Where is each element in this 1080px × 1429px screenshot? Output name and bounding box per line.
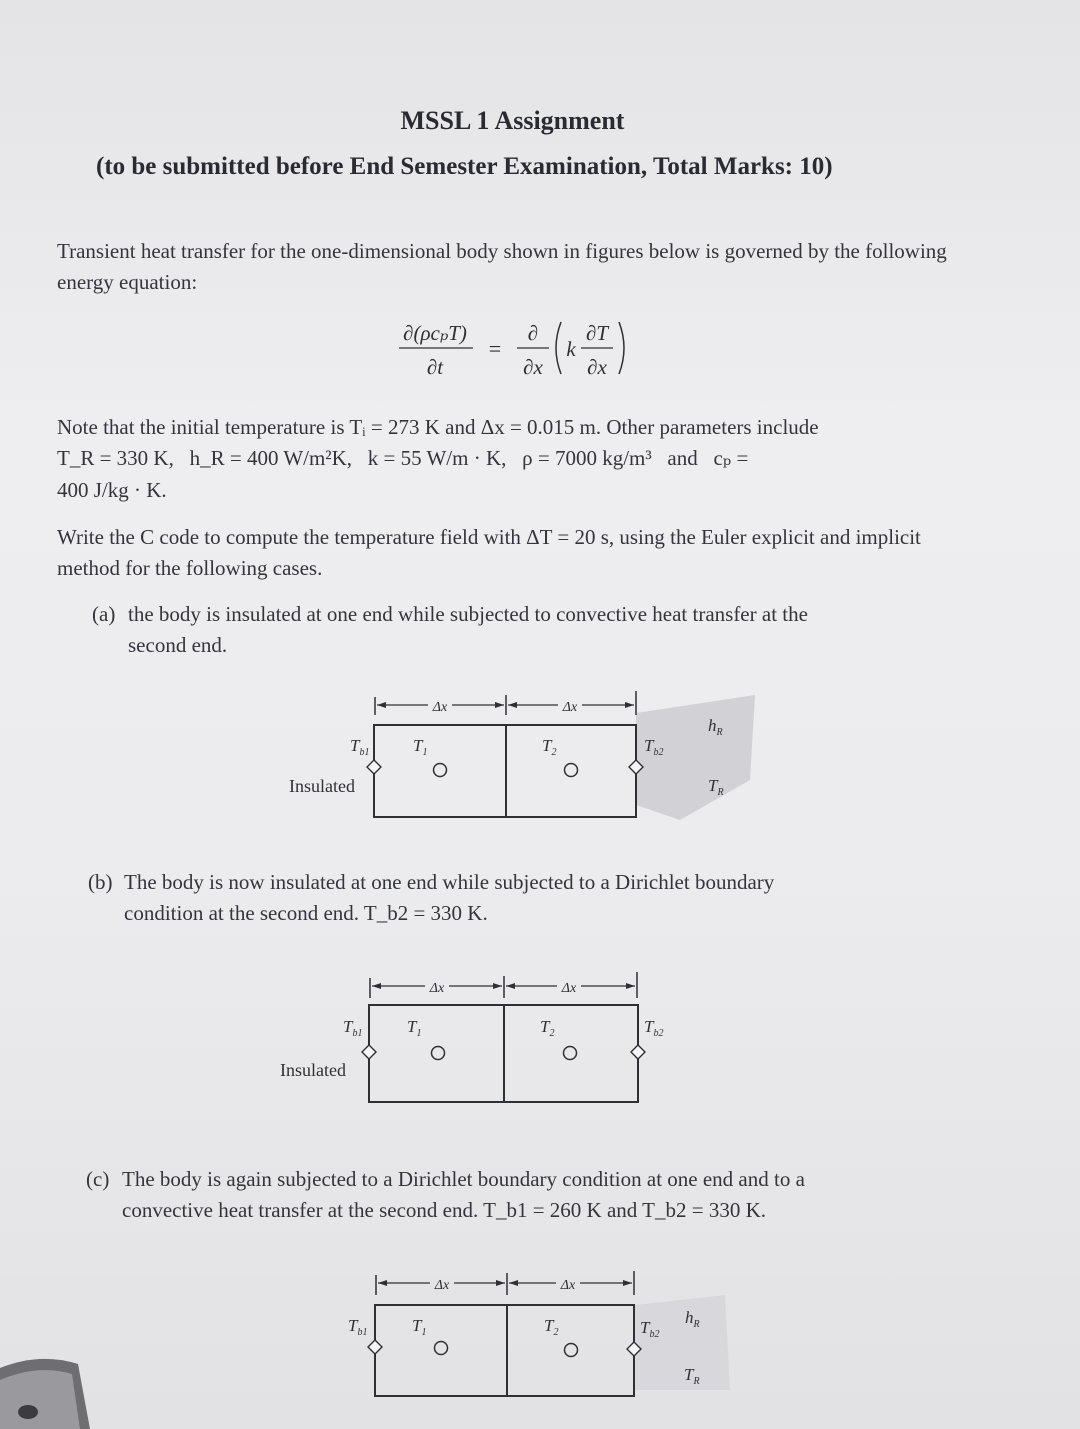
figure-c xyxy=(330,1265,740,1405)
dx-label: Δx xyxy=(432,700,448,715)
page-subtitle: (to be submitted before End Semester Examination, Total Marks: 10) xyxy=(96,153,833,180)
eq-lhs-denominator: ∂t xyxy=(426,355,444,379)
tb1-label: T xyxy=(343,1017,353,1036)
svg-text:T1 xyxy=(413,736,427,758)
tb1-label: T xyxy=(348,1316,358,1335)
params-line-2: T_R = 330 K, h_R = 400 W/m²K, k = 55 W/m · K, ρ = 7000 kg/m³ and cₚ = xyxy=(57,446,749,470)
eq-inner-denominator: ∂x xyxy=(587,355,607,379)
tb2-label: T xyxy=(644,1017,654,1036)
tr-subscript: R xyxy=(693,1376,700,1387)
node-2 xyxy=(564,1047,577,1060)
eq-conductivity: k xyxy=(566,337,576,361)
svg-text:T2 xyxy=(544,1316,558,1338)
eq-equals: = xyxy=(488,336,502,361)
dx-label: Δx xyxy=(429,981,445,996)
tb2-subscript: b2 xyxy=(653,1028,664,1039)
eq-rhs-op-denominator: ∂x xyxy=(523,355,543,379)
figure-a xyxy=(280,685,760,825)
svg-text:Tb1 xyxy=(350,736,369,758)
t1-subscript: 1 xyxy=(421,1327,427,1338)
tr-label: T xyxy=(708,776,718,795)
case-b-line-2: condition at the second end. T_b2 = 330 K. xyxy=(124,901,488,925)
case-b-line-1: The body is now insulated at one end while subjected to a Dirichlet boundary xyxy=(124,870,775,894)
hr-subscript: R xyxy=(693,1319,700,1330)
node-1 xyxy=(435,1342,448,1355)
boundary-node-b1 xyxy=(362,1045,376,1059)
t1-label: T xyxy=(413,736,423,755)
t2-subscript: 2 xyxy=(551,747,557,758)
tb2-label: T xyxy=(640,1318,650,1337)
energy-equation xyxy=(395,312,635,384)
params-line-1: Note that the initial temperature is Tᵢ = 273 K and Δx = 0.015 m. Other parameters include xyxy=(57,415,819,439)
hr-subscript: R xyxy=(716,727,723,738)
case-c-line-2: convective heat transfer at the second end. T_b1 = 260 K and T_b2 = 330 K. xyxy=(122,1198,766,1222)
case-a-label: (a) xyxy=(92,602,116,626)
figure-b xyxy=(275,968,695,1108)
node-1 xyxy=(434,764,447,777)
tb2-subscript: b2 xyxy=(653,747,664,758)
t2-label: T xyxy=(542,736,552,755)
convection-region xyxy=(635,1295,730,1390)
boundary-node-b2 xyxy=(631,1045,645,1059)
svg-text:T2 xyxy=(540,1017,554,1039)
boundary-node-b1 xyxy=(368,1340,382,1354)
t1-label: T xyxy=(407,1017,417,1036)
insulated-label: Insulated xyxy=(289,776,355,796)
tr-subscript: R xyxy=(717,787,724,798)
case-a-line-2: second end. xyxy=(128,633,228,657)
case-b-label: (b) xyxy=(88,870,113,894)
case-c-label: (c) xyxy=(86,1167,110,1191)
tb1-label: T xyxy=(350,736,360,755)
task-paragraph: Write the C code to compute the temperature field with ΔT = 20 s, using the Euler explicit and implicit method for the following cases. xyxy=(57,525,921,580)
svg-text:T1 xyxy=(412,1316,426,1338)
t2-label: T xyxy=(540,1017,550,1036)
tb1-subscript: b1 xyxy=(357,1327,368,1338)
dx-label: Δx xyxy=(561,981,577,996)
case-c-line-1: The body is again subjected to a Dirichlet boundary condition at one end and to a xyxy=(122,1167,805,1191)
eq-inner-numerator: ∂T xyxy=(585,321,609,345)
t2-subscript: 2 xyxy=(549,1028,555,1039)
svg-text:T1 xyxy=(407,1017,421,1039)
hr-label: h xyxy=(685,1308,694,1327)
svg-text:Tb1 xyxy=(343,1017,362,1039)
eq-lhs-numerator: ∂(ρcₚT) xyxy=(403,321,467,345)
svg-text:T2 xyxy=(542,736,556,758)
tb2-subscript: b2 xyxy=(649,1329,660,1340)
boundary-node-b1 xyxy=(367,760,381,774)
t1-subscript: 1 xyxy=(416,1028,422,1039)
insulated-label: Insulated xyxy=(280,1060,346,1080)
svg-text:Tb1 xyxy=(348,1316,367,1338)
t2-subscript: 2 xyxy=(553,1327,559,1338)
hr-label: h xyxy=(708,716,717,735)
intro-paragraph: Transient heat transfer for the one-dimensional body shown in figures below is governed by the following energy equation: xyxy=(57,239,947,294)
params-line-3: 400 J/kg · K. xyxy=(57,478,167,502)
node-2 xyxy=(565,764,578,777)
tb2-label: T xyxy=(644,736,654,755)
dx-label: Δx xyxy=(434,1278,450,1293)
svg-text:Tb2 xyxy=(644,1017,663,1039)
dx-label: Δx xyxy=(560,1278,576,1293)
node-1 xyxy=(432,1047,445,1060)
eq-rhs-op-numerator: ∂ xyxy=(527,321,539,345)
tb1-subscript: b1 xyxy=(352,1028,363,1039)
page-title: MSSL 1 Assignment xyxy=(400,106,625,135)
case-a-line-1: the body is insulated at one end while subjected to convective heat transfer at the xyxy=(128,602,808,626)
tr-label: T xyxy=(684,1365,694,1384)
dx-label: Δx xyxy=(562,700,578,715)
t2-label: T xyxy=(544,1316,554,1335)
t1-subscript: 1 xyxy=(422,747,428,758)
node-2 xyxy=(565,1344,578,1357)
tb1-subscript: b1 xyxy=(359,747,370,758)
t1-label: T xyxy=(412,1316,422,1335)
binder-clip xyxy=(0,1350,90,1429)
